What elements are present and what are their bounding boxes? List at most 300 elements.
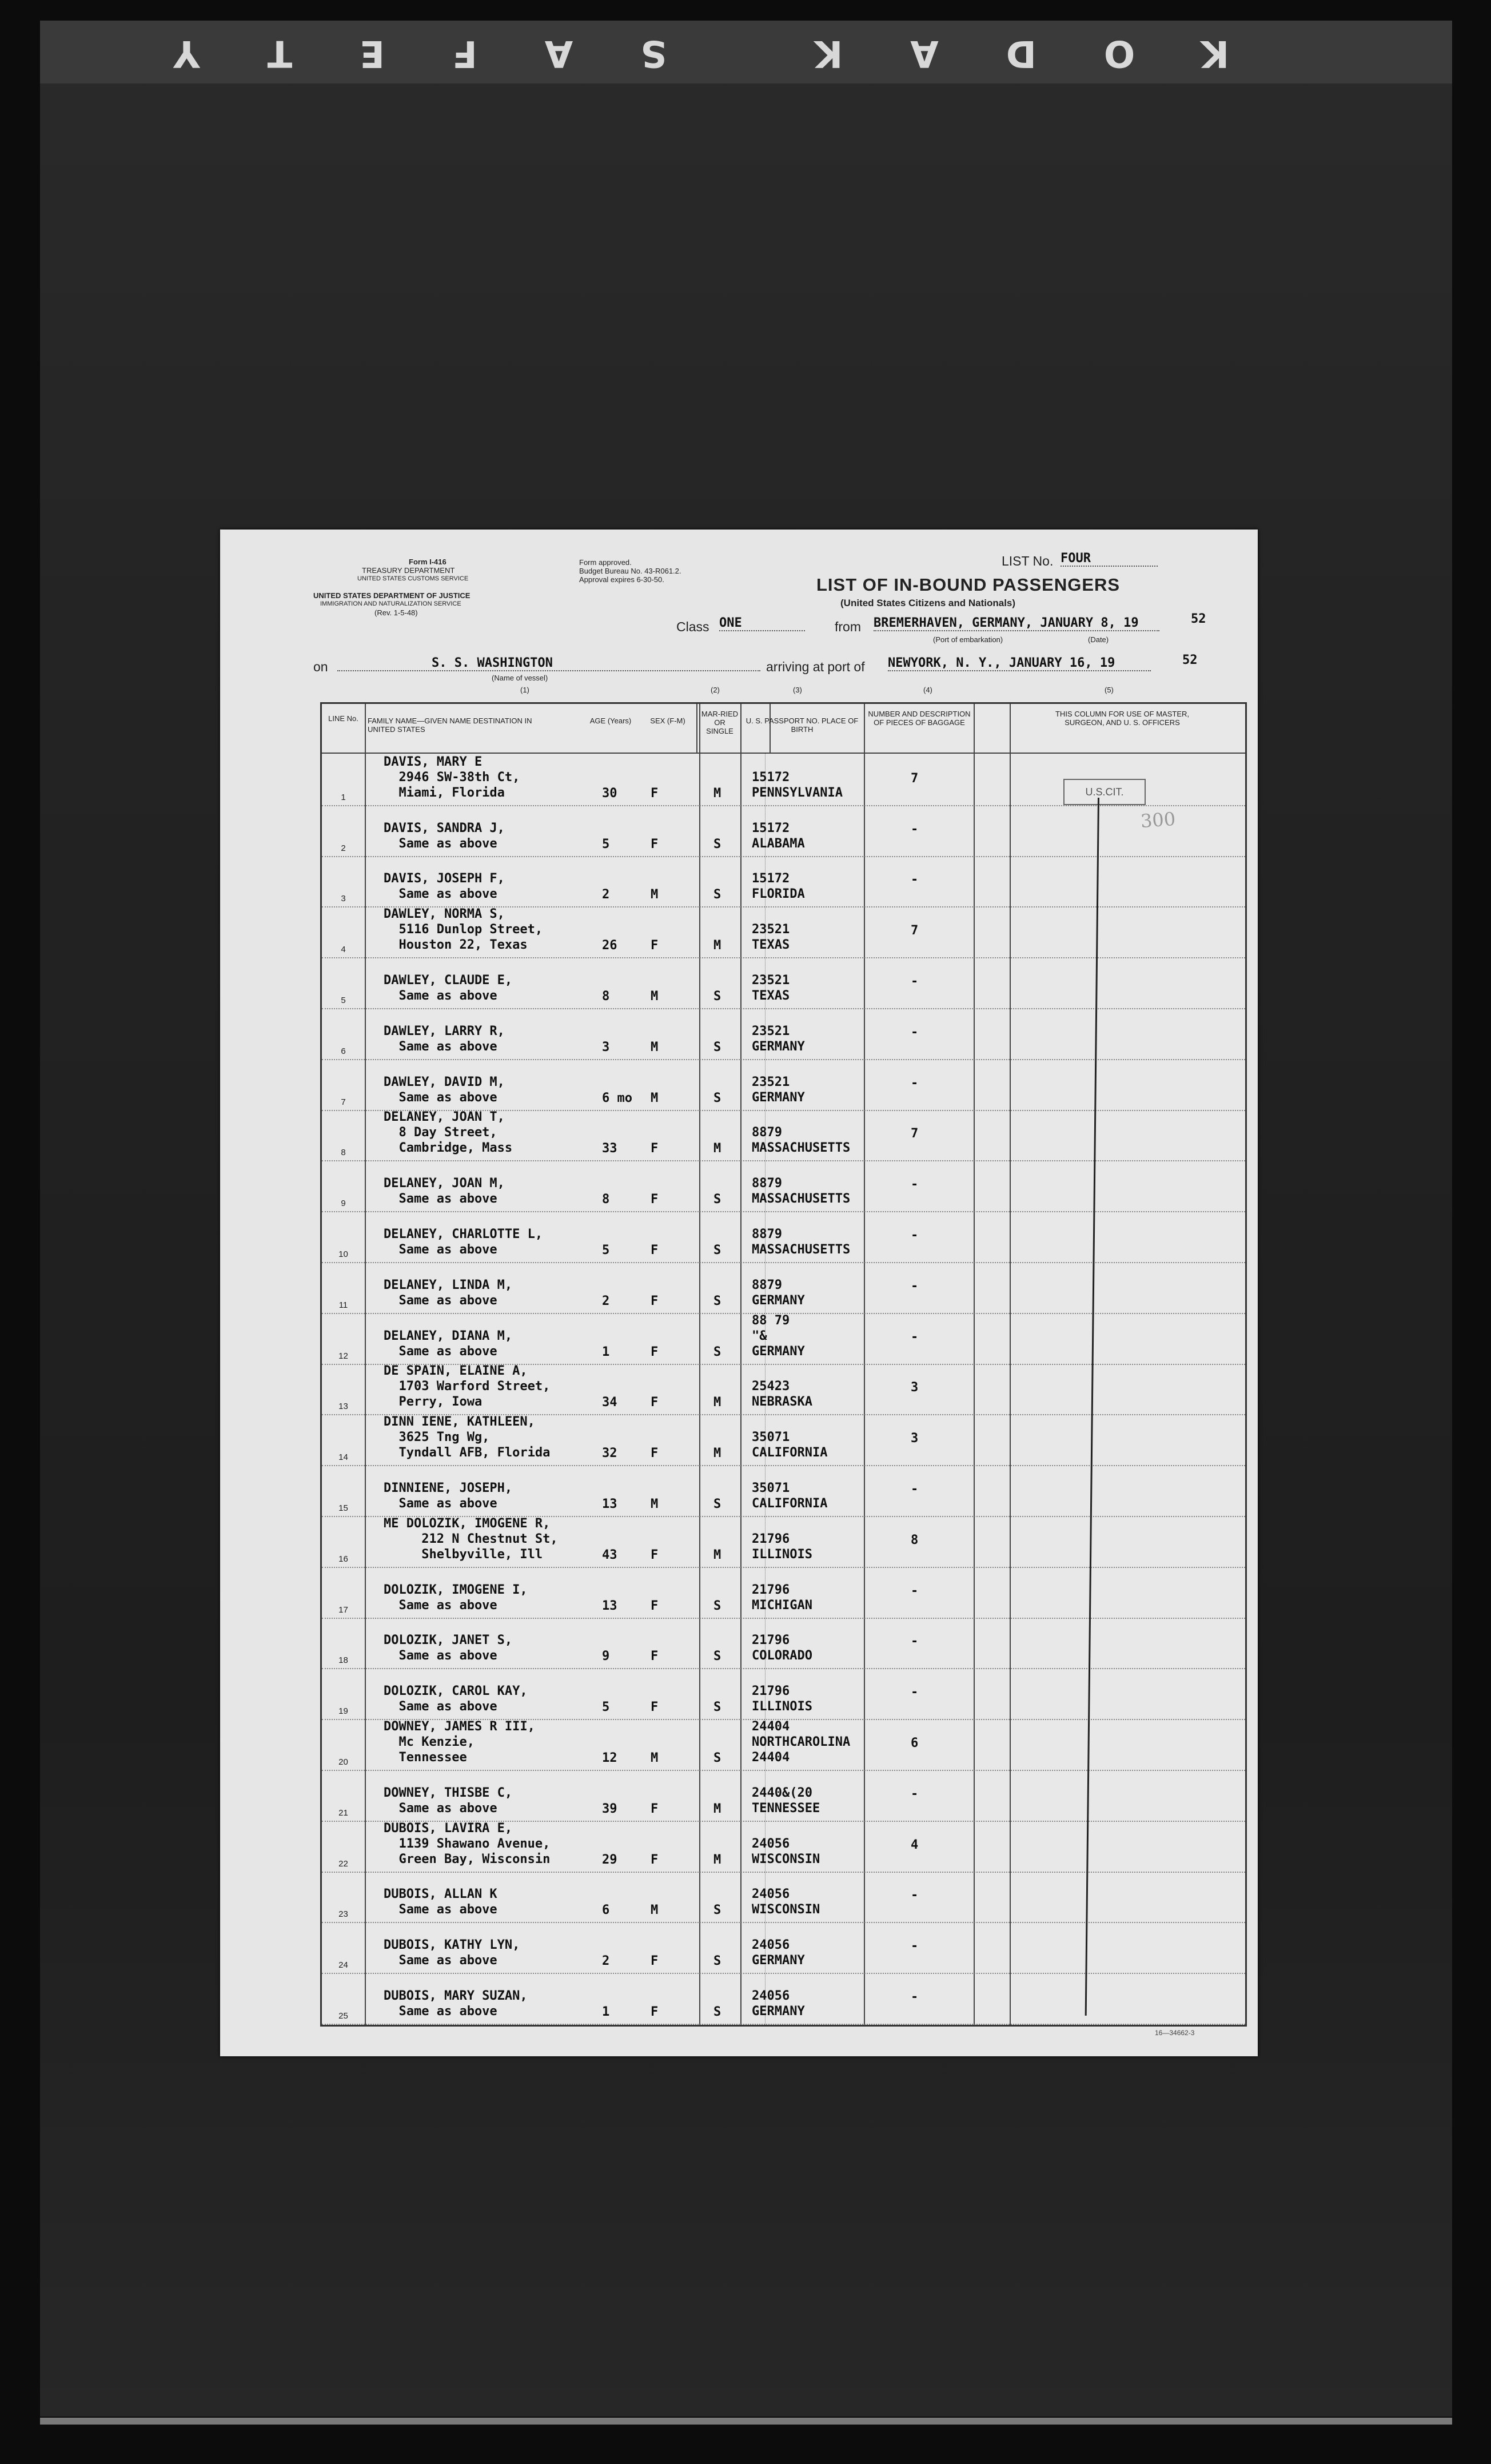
- col-num-1: (1): [520, 686, 529, 694]
- sex-value: F: [651, 2004, 659, 2019]
- table-row: [322, 805, 1245, 857]
- age-value: 2: [602, 1954, 610, 1969]
- passport-place-line: 23521: [752, 1074, 790, 1089]
- passenger-name-line: Cambridge, Mass: [384, 1141, 513, 1156]
- marital-status-value: S: [713, 1649, 721, 1664]
- col-num-4: (4): [923, 686, 932, 694]
- passenger-name-line: ME DOLOZIK, IMOGENE R,: [384, 1516, 551, 1531]
- passport-place-line: 23521: [752, 1024, 790, 1038]
- line-number: 6: [341, 1046, 346, 1056]
- passport-place-line: "&: [752, 1328, 767, 1343]
- passenger-name-line: Houston 22, Texas: [384, 938, 528, 953]
- passenger-name-line: DELANEY, JOAN T,: [384, 1110, 505, 1125]
- passport-place-line: 25423: [752, 1379, 790, 1394]
- age-value: 43: [602, 1547, 617, 1562]
- passport-place-line: GERMANY: [752, 1293, 805, 1308]
- passenger-name-line: Tyndall AFB, Florida: [384, 1446, 551, 1460]
- sex-value: M: [651, 1750, 659, 1765]
- baggage-count: -: [911, 1583, 919, 1598]
- age-value: 13: [602, 1496, 617, 1511]
- baggage-count: -: [911, 1025, 919, 1040]
- baggage-count: -: [911, 1228, 919, 1243]
- passenger-name-line: Tennessee: [384, 1750, 467, 1765]
- baggage-count: -: [911, 1989, 919, 2004]
- line-number: 8: [341, 1148, 346, 1158]
- line-number: 9: [341, 1199, 346, 1209]
- line-number: 1: [341, 792, 346, 802]
- passenger-table: [320, 702, 1247, 2027]
- line-number: 4: [341, 945, 346, 955]
- age-value: 5: [602, 837, 610, 851]
- passenger-name-line: DUBOIS, LAVIRA E,: [384, 1821, 513, 1836]
- passport-place-line: 15172: [752, 770, 790, 785]
- passenger-name-line: DE SPAIN, ELAINE A,: [384, 1364, 528, 1379]
- header-divider: [322, 753, 1245, 754]
- baggage-count: -: [911, 974, 919, 989]
- baggage-count: -: [911, 1786, 919, 1801]
- age-value: 3: [602, 1040, 610, 1054]
- passenger-name-line: DAVIS, MARY E: [384, 754, 483, 769]
- passport-place-line: 8879: [752, 1227, 782, 1241]
- col-num-3: (3): [793, 686, 802, 694]
- marital-status-value: S: [713, 1598, 721, 1613]
- sex-value: M: [651, 1496, 659, 1511]
- marital-status-value: S: [713, 2004, 721, 2019]
- marital-status-value: M: [713, 1547, 721, 1562]
- sex-value: F: [651, 1141, 659, 1156]
- dept-immigration: IMMIGRATION AND NATURALIZATION SERVICE: [320, 600, 461, 607]
- passenger-name-line: DUBOIS, MARY SUZAN,: [384, 1988, 528, 2003]
- passport-place-line: 24404: [752, 1719, 790, 1734]
- line-number: 5: [341, 995, 346, 1005]
- sex-value: F: [651, 786, 659, 801]
- marital-status-value: S: [713, 1954, 721, 1969]
- passenger-name-line: Same as above: [384, 887, 497, 902]
- passenger-name-line: Same as above: [384, 1496, 497, 1511]
- baggage-count: -: [911, 1685, 919, 1700]
- table-row: [322, 1414, 1245, 1466]
- line-number: 3: [341, 894, 346, 904]
- form-revision: (Rev. 1-5-48): [374, 608, 418, 617]
- col-num-2: (2): [711, 686, 720, 694]
- passenger-name-line: Same as above: [384, 1801, 497, 1816]
- baggage-count: 8: [911, 1532, 919, 1547]
- passport-place-line: 24056: [752, 1988, 790, 2003]
- line-number: 15: [338, 1503, 348, 1513]
- passport-place-line: 24056: [752, 1887, 790, 1902]
- passenger-name-line: Shelbyville, Ill: [384, 1547, 543, 1562]
- col-divider: [696, 704, 697, 753]
- sex-value: F: [651, 938, 659, 953]
- marital-status-value: M: [713, 938, 721, 953]
- arrival-year: 52: [1182, 653, 1198, 667]
- passenger-name-line: Same as above: [384, 1242, 497, 1257]
- passenger-name-line: Green Bay, Wisconsin: [384, 1852, 551, 1866]
- passenger-name-line: Same as above: [384, 836, 497, 851]
- sex-value: M: [651, 1090, 659, 1105]
- col-head-line: LINE No.: [328, 714, 358, 723]
- age-value: 5: [602, 1700, 610, 1715]
- col-head-baggage: NUMBER AND DESCRIPTION OF PIECES OF BAGGAGE: [868, 710, 971, 727]
- passenger-name-line: Same as above: [384, 1699, 497, 1714]
- passport-place-line: 21796: [752, 1633, 790, 1648]
- dept-justice: UNITED STATES DEPARTMENT OF JUSTICE: [313, 591, 471, 600]
- passenger-name-line: Same as above: [384, 1090, 497, 1105]
- passenger-name-line: DAWLEY, NORMA S,: [384, 907, 505, 922]
- marital-status-value: S: [713, 887, 721, 902]
- marital-status-value: M: [713, 1801, 721, 1816]
- passenger-name-line: DOLOZIK, IMOGENE I,: [384, 1582, 528, 1597]
- manifest-subtitle: (United States Citizens and Nationals): [840, 598, 1016, 608]
- col-head-age: AGE (Years): [589, 716, 632, 725]
- table-row: [322, 1618, 1245, 1670]
- table-row: [322, 1719, 1245, 1771]
- film-edge-text: KODAK SAFETY: [106, 32, 1229, 74]
- passenger-name-line: DAWLEY, DAVID M,: [384, 1074, 505, 1089]
- passenger-name-line: 2946 SW-38th Ct,: [384, 770, 520, 785]
- table-row: [322, 1668, 1245, 1720]
- marital-status-value: S: [713, 1700, 721, 1715]
- passenger-name-line: Same as above: [384, 1192, 497, 1207]
- passport-place-line: MICHIGAN: [752, 1598, 812, 1613]
- table-row: [322, 1516, 1245, 1568]
- age-value: 6: [602, 1903, 610, 1918]
- date-caption: (Date): [1088, 635, 1109, 644]
- passenger-name-line: Perry, Iowa: [384, 1395, 483, 1410]
- passenger-name-line: Same as above: [384, 988, 497, 1003]
- passenger-name-line: 5116 Dunlop Street,: [384, 922, 543, 937]
- line-number: 14: [338, 1452, 348, 1463]
- line-number: 25: [338, 2011, 348, 2021]
- list-number-label: LIST No.: [1002, 554, 1054, 568]
- baggage-count: 4: [911, 1837, 919, 1852]
- age-value: 1: [602, 1344, 610, 1359]
- passport-place-line: GERMANY: [752, 1344, 805, 1359]
- passport-place-line: 24056: [752, 1938, 790, 1953]
- passport-place-line: 2440&(20: [752, 1785, 812, 1800]
- marital-status-value: S: [713, 989, 721, 1004]
- age-value: 12: [602, 1750, 617, 1765]
- from-label: from: [835, 619, 861, 634]
- age-value: 2: [602, 887, 610, 902]
- age-value: 2: [602, 1293, 610, 1308]
- passport-place-line: GERMANY: [752, 1039, 805, 1054]
- passport-place-line: ILLINOIS: [752, 1547, 812, 1562]
- passenger-name-line: DUBOIS, KATHY LYN,: [384, 1938, 520, 1953]
- passenger-name-line: DAWLEY, LARRY R,: [384, 1024, 505, 1038]
- baggage-count: -: [911, 1482, 919, 1496]
- line-number: 2: [341, 843, 346, 853]
- age-value: 32: [602, 1446, 617, 1461]
- film-bottom-edge: [40, 2418, 1452, 2425]
- passport-place-line: GERMANY: [752, 2004, 805, 2019]
- table-row: [322, 1008, 1245, 1060]
- stamp-note: 300: [1139, 807, 1177, 833]
- sex-value: M: [651, 989, 659, 1004]
- sex-value: F: [651, 837, 659, 851]
- marital-status-value: S: [713, 1496, 721, 1511]
- age-value: 8: [602, 1192, 610, 1207]
- passport-place-line: 24404: [752, 1750, 790, 1765]
- marital-status-value: M: [713, 786, 721, 801]
- passport-place-line: MASSACHUSETTS: [752, 1192, 851, 1207]
- sex-value: F: [651, 1446, 659, 1461]
- passport-place-line: TENNESSEE: [752, 1801, 820, 1816]
- baggage-count: -: [911, 1634, 919, 1649]
- form-number: Form I-416: [409, 558, 446, 566]
- sex-value: F: [651, 1395, 659, 1410]
- age-value: 8: [602, 989, 610, 1004]
- table-row: [322, 1922, 1245, 1974]
- vessel-name: S. S. WASHINGTON: [337, 656, 760, 671]
- baggage-count: -: [911, 1939, 919, 1954]
- table-row: [322, 856, 1245, 908]
- passenger-name-line: 3625 Tng Wg,: [384, 1430, 490, 1445]
- age-value: 30: [602, 786, 617, 801]
- passport-place-line: 24056: [752, 1836, 790, 1851]
- table-row: [322, 1110, 1245, 1162]
- baggage-count: -: [911, 1329, 919, 1344]
- line-number: 17: [338, 1605, 348, 1615]
- passenger-name-line: DAWLEY, CLAUDE E,: [384, 973, 513, 988]
- age-value: 33: [602, 1141, 617, 1156]
- passenger-name-line: 8 Day Street,: [384, 1125, 497, 1140]
- passenger-name-line: 1139 Shawano Avenue,: [384, 1836, 551, 1851]
- passport-place-line: MASSACHUSETTS: [752, 1242, 851, 1257]
- approval-line-3: Approval expires 6-30-50.: [579, 575, 664, 584]
- table-row: [322, 1770, 1245, 1822]
- passenger-name-line: DAVIS, SANDRA J,: [384, 821, 505, 835]
- passenger-name-line: DAVIS, JOSEPH F,: [384, 871, 505, 886]
- table-row: [322, 1973, 1245, 2025]
- form-footer-code: 16—34662-3: [1155, 2029, 1195, 2037]
- line-number: 16: [338, 1554, 348, 1564]
- passenger-name-line: DOLOZIK, CAROL KAY,: [384, 1684, 528, 1699]
- passport-place-line: 35071: [752, 1480, 790, 1495]
- passenger-name-line: DOLOZIK, JANET S,: [384, 1633, 513, 1648]
- age-value: 1: [602, 2004, 610, 2019]
- table-row: [322, 1059, 1245, 1111]
- baggage-count: 7: [911, 1126, 919, 1141]
- sex-value: F: [651, 1700, 659, 1715]
- age-value: 13: [602, 1598, 617, 1613]
- marital-status-value: S: [713, 1293, 721, 1308]
- passport-place-line: GERMANY: [752, 1090, 805, 1105]
- passenger-name-line: DELANEY, DIANA M,: [384, 1328, 513, 1343]
- table-row: [322, 1364, 1245, 1416]
- passport-place-line: WISCONSIN: [752, 1902, 820, 1917]
- us-citizen-stamp: U.S.CIT.: [1063, 779, 1146, 805]
- col-head-passport: U. S. PASSPORT NO. PLACE OF BIRTH: [745, 716, 859, 734]
- line-number: 21: [338, 1808, 348, 1818]
- marital-status-value: M: [713, 1446, 721, 1461]
- passenger-name-line: DELANEY, LINDA M,: [384, 1277, 513, 1292]
- baggage-count: 3: [911, 1380, 919, 1395]
- vessel-caption: (Name of vessel): [492, 674, 548, 682]
- line-number: 24: [338, 1960, 348, 1971]
- passport-place-line: FLORIDA: [752, 887, 805, 902]
- marital-status-value: S: [713, 1750, 721, 1765]
- passport-place-line: ILLINOIS: [752, 1699, 812, 1714]
- table-row: [322, 957, 1245, 1009]
- passport-place-line: 23521: [752, 973, 790, 988]
- passenger-name-line: Same as above: [384, 1649, 497, 1663]
- passenger-name-line: Same as above: [384, 1344, 497, 1359]
- marital-status-value: S: [713, 837, 721, 851]
- line-number: 18: [338, 1655, 348, 1666]
- passenger-name-line: DELANEY, CHARLOTTE L,: [384, 1227, 543, 1241]
- passenger-name-line: 1703 Warford Street,: [384, 1379, 551, 1394]
- age-value: 39: [602, 1801, 617, 1816]
- embarkation-year: 52: [1191, 612, 1206, 626]
- passport-place-line: 8879: [752, 1125, 782, 1140]
- arriving-label: arriving at port of: [766, 659, 865, 674]
- col-num-5: (5): [1105, 686, 1114, 694]
- passport-place-line: 23521: [752, 922, 790, 937]
- marital-status-value: M: [713, 1395, 721, 1410]
- passenger-name-line: Mc Kenzie,: [384, 1734, 475, 1749]
- marital-status-value: M: [713, 1141, 721, 1156]
- marital-status-value: S: [713, 1903, 721, 1918]
- baggage-count: 6: [911, 1735, 919, 1750]
- passport-place-line: WISCONSIN: [752, 1852, 820, 1866]
- dept-treasury: TREASURY DEPARTMENT: [362, 566, 455, 575]
- passport-place-line: GERMANY: [752, 1953, 805, 1968]
- embarkation-value: BREMERHAVEN, GERMANY, JANUARY 8, 19: [874, 616, 1159, 631]
- marital-status-value: S: [713, 1090, 721, 1105]
- col-head-name: FAMILY NAME—GIVEN NAME DESTINATION IN UNITED STATES: [368, 716, 532, 734]
- line-number: 22: [338, 1858, 348, 1869]
- manifest-title: LIST OF IN-BOUND PASSENGERS: [816, 575, 1121, 595]
- approval-line-2: Budget Bureau No. 43-R061.2.: [579, 567, 681, 575]
- class-label: Class: [676, 619, 709, 634]
- baggage-count: -: [911, 822, 919, 837]
- table-row: [322, 1821, 1245, 1873]
- passenger-name-line: Same as above: [384, 2004, 497, 2019]
- marital-status-value: S: [713, 1040, 721, 1054]
- sex-value: F: [651, 1954, 659, 1969]
- baggage-count: 7: [911, 771, 919, 786]
- passenger-name-line: Same as above: [384, 1953, 497, 1968]
- col-head-married: MAR-RIED OR SINGLE: [701, 710, 739, 735]
- line-number: 7: [341, 1097, 346, 1107]
- marital-status-value: S: [713, 1192, 721, 1207]
- baggage-count: -: [911, 873, 919, 887]
- age-value: 9: [602, 1649, 610, 1664]
- line-number: 10: [338, 1249, 348, 1259]
- list-number-value: FOUR: [1061, 551, 1158, 567]
- marital-status-value: S: [713, 1243, 721, 1257]
- baggage-count: 3: [911, 1431, 919, 1446]
- col-head-sex: SEX (F-M): [650, 716, 685, 725]
- port-embarkation-caption: (Port of embarkation): [933, 635, 1003, 644]
- passport-place-line: 15172: [752, 871, 790, 886]
- passenger-name-line: Same as above: [384, 1902, 497, 1917]
- table-row: [322, 1211, 1245, 1263]
- marital-status-value: S: [713, 1344, 721, 1359]
- sex-value: F: [651, 1547, 659, 1562]
- line-number: 20: [338, 1757, 348, 1767]
- age-value: 29: [602, 1852, 617, 1867]
- passport-place-line: MASSACHUSETTS: [752, 1141, 851, 1156]
- sex-value: F: [651, 1852, 659, 1867]
- passport-place-line: CALIFORNIA: [752, 1446, 828, 1460]
- passport-place-line: 8879: [752, 1176, 782, 1191]
- line-number: 13: [338, 1402, 348, 1412]
- class-value: ONE: [719, 616, 805, 631]
- passport-place-line: 35071: [752, 1430, 790, 1445]
- baggage-count: -: [911, 1888, 919, 1903]
- baggage-count: -: [911, 1177, 919, 1192]
- passport-place-line: NORTHCAROLINA: [752, 1734, 851, 1749]
- passport-place-line: COLORADO: [752, 1649, 812, 1663]
- age-value: 26: [602, 938, 617, 953]
- age-value: 5: [602, 1243, 610, 1257]
- approval-line-1: Form approved.: [579, 558, 632, 567]
- dept-customs: UNITED STATES CUSTOMS SERVICE: [357, 575, 469, 582]
- table-row: [322, 1160, 1245, 1212]
- line-number: 11: [338, 1300, 348, 1310]
- sex-value: F: [651, 1243, 659, 1257]
- passport-place-line: 21796: [752, 1582, 790, 1597]
- passenger-name-line: 212 N Chestnut St,: [384, 1531, 558, 1546]
- col-head-officers: THIS COLUMN FOR USE OF MASTER, SURGEON, AND U. S. OFFICERS: [1055, 710, 1189, 727]
- table-row: [322, 1465, 1245, 1517]
- table-row: [322, 906, 1245, 958]
- table-row: [322, 1262, 1245, 1314]
- passenger-name-line: DINNIENE, JOSEPH,: [384, 1480, 513, 1495]
- passport-place-line: NEBRASKA: [752, 1395, 812, 1410]
- sex-value: F: [651, 1598, 659, 1613]
- passport-place-line: 21796: [752, 1531, 790, 1546]
- line-number: 19: [338, 1706, 348, 1717]
- baggage-count: 7: [911, 923, 919, 938]
- passenger-name-line: DOWNEY, JAMES R III,: [384, 1719, 535, 1734]
- passport-place-line: TEXAS: [752, 938, 790, 953]
- table-row: [322, 1872, 1245, 1924]
- arrival-port-value: NEWYORK, N. Y., JANUARY 16, 19: [888, 656, 1151, 671]
- sex-value: F: [651, 1293, 659, 1308]
- passport-place-line: 88 79: [752, 1313, 790, 1328]
- passenger-name-line: Miami, Florida: [384, 785, 505, 800]
- sex-value: F: [651, 1801, 659, 1816]
- baggage-count: -: [911, 1279, 919, 1293]
- passport-place-line: ALABAMA: [752, 836, 805, 851]
- line-number: 12: [338, 1351, 348, 1361]
- sex-value: M: [651, 1040, 659, 1054]
- marital-status-value: M: [713, 1852, 721, 1867]
- passport-place-line: CALIFORNIA: [752, 1496, 828, 1511]
- passenger-name-line: DOWNEY, THISBE C,: [384, 1785, 513, 1800]
- passport-place-line: 15172: [752, 821, 790, 835]
- passport-place-line: TEXAS: [752, 988, 790, 1003]
- sex-value: M: [651, 1903, 659, 1918]
- sex-value: M: [651, 887, 659, 902]
- sex-value: F: [651, 1192, 659, 1207]
- sex-value: F: [651, 1344, 659, 1359]
- passenger-name-line: DUBOIS, ALLAN K: [384, 1887, 497, 1902]
- table-row: [322, 1567, 1245, 1619]
- age-value: 34: [602, 1395, 617, 1410]
- passport-place-line: 8879: [752, 1277, 782, 1292]
- on-label: on: [313, 659, 328, 674]
- passport-place-line: PENNSYLVANIA: [752, 785, 843, 800]
- age-value: 6 mo: [602, 1090, 632, 1105]
- passenger-name-line: Same as above: [384, 1293, 497, 1308]
- passenger-name-line: Same as above: [384, 1039, 497, 1054]
- passenger-name-line: Same as above: [384, 1598, 497, 1613]
- line-number: 23: [338, 1909, 348, 1920]
